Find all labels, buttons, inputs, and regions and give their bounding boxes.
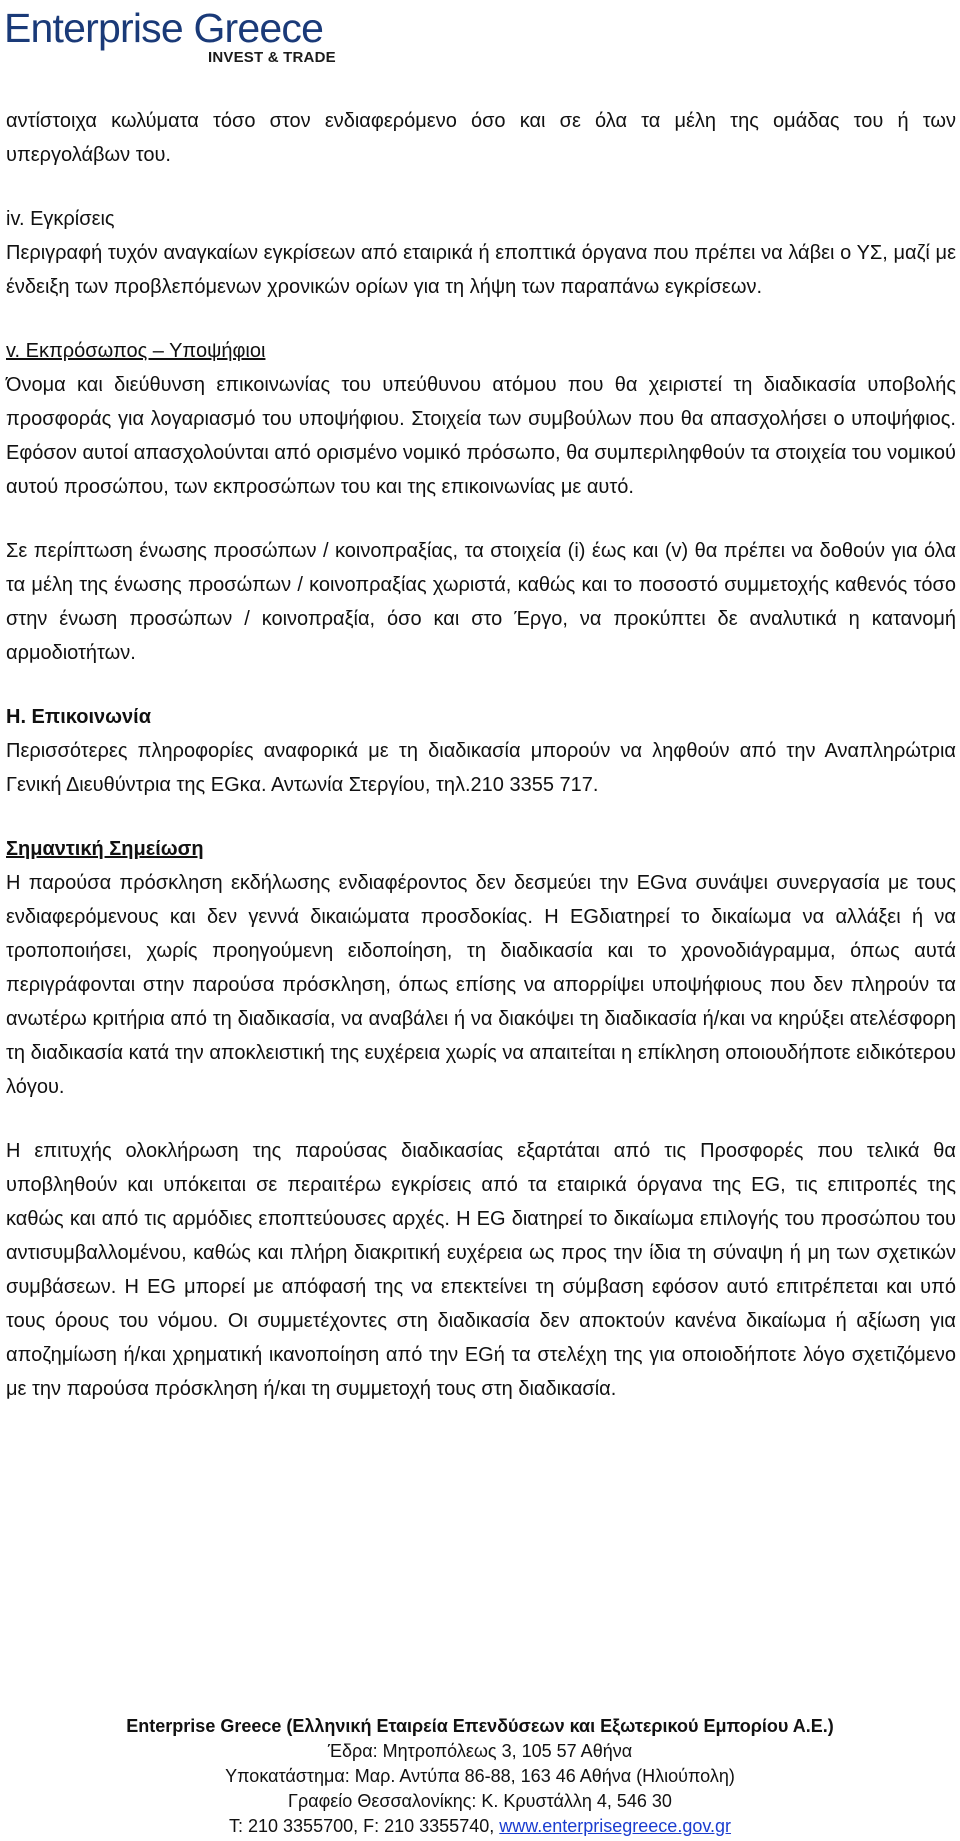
paragraph-continuation: αντίστοιχα κωλύματα τόσο στον ενδιαφερόμενο όσο και σε όλα τα μέλη της ομάδας του ή των υπεργολάβων του.: [6, 110, 956, 166]
logo-wordmark: Enterprise Greece: [4, 5, 324, 51]
footer-website-link[interactable]: www.enterprisegreece.gov.gr: [499, 1816, 732, 1836]
section-v-title: v. Εκπρόσωπος – Υποψήφιοι: [6, 340, 266, 362]
footer-thessaloniki-office: Γραφείο Θεσσαλονίκης: Κ. Κρυστάλλη 4, 546 30: [288, 1791, 672, 1811]
enterprise-greece-logo: [4, 6, 344, 64]
section-v-text: Όνομα και διεύθυνση επικοινωνίας του υπεύθυνου ατόμου που θα χειριστεί τη διαδικασία υποβολής προσφοράς για λογαριασμό του υποψήφιου. Στοιχεία των συμβούλων που θα απασχολήσει ο υποψήφιος. Εφόσον αυτοί απασχολούνται από ορισμένο νομικό πρόσωπο, θα συμπεριληφθούν τα στοιχεία του νομικού αυτού προσώπου, των εκπροσώπων του και της επικοινωνίας με αυτό.: [6, 374, 956, 498]
section-iv-text: Περιγραφή τυχόν αναγκαίων εγκρίσεων από εταιρικά ή εποπτικά όργανα που πρέπει να λάβει ο ΥΣ, μαζί με ένδειξη των προβλεπόμενων χρονικών ορίων για τη λήψη των παραπάνω εγκρίσεων.: [6, 242, 956, 298]
footer-hq-address: Έδρα: Μητροπόλεως 3, 105 57 Αθήνα: [327, 1741, 633, 1761]
footer-company: Enterprise Greece (Ελληνική Εταιρεία Επενδύσεων και Εξωτερικού Εμπορίου Α.Ε.): [126, 1716, 834, 1736]
paragraph-consortium: Σε περίπτωση ένωσης προσώπων / κοινοπραξίας, τα στοιχεία (i) έως και (v) θα πρέπει να δοθούν για όλα τα μέλη της ένωσης προσώπων / κοινοπραξίας χωριστά, καθώς και το ποσοστό συμμετοχής καθενός τόσο στην ένωση προσώπων / κοινοπραξία, όσο και στο Έργο, να προκύπτει δε αναλυτικά η κατανομή αρμοδιοτήτων.: [6, 540, 956, 664]
important-note-title: Σημαντική Σημείωση: [6, 838, 204, 860]
important-note-text: Η παρούσα πρόσκληση εκδήλωσης ενδιαφέροντος δεν δεσμεύει την EGνα συνάψει συνεργασία με τους ενδιαφερόμενους και δεν γεννά δικαιώματα προσδοκίας. Η EGδιατηρεί το δικαίωμα να αλλάξει ή να τροποποιήσει, χωρίς προηγούμενη ειδοποίηση, τη διαδικασία και το χρονοδιάγραμμα, όπως αυτά περιγράφονται στην παρούσα πρόσκληση, όπως επίσης να απορρίψει υποψήφιους που δεν πληρούν τα ανωτέρω κριτήρια από τη διαδικασία, να αναβάλει ή να διακόψει τη διαδικασία ή/και να κηρύξει ατελέσφορη τη διαδικασία κατά την αποκλειστική της ευχέρεια χωρίς να απαιτείται η επίκληση οποιουδήποτε ειδικότερου λόγου.: [6, 872, 956, 1098]
paragraph-final: Η επιτυχής ολοκλήρωση της παρούσας διαδικασίας εξαρτάται από τις Προσφορές που τελικά θα υποβληθούν και υπόκειται σε περαιτέρω εγκρίσεις από τα εταιρικά όργανα της EG, τις επιτροπές της καθώς και από τις αρμόδιες εποπτεύουσες αρχές. Η EG διατηρεί το δικαίωμα επιλογής του προσώπου του αντισυμβαλλομένου, καθώς και πλήρη διακριτική ευχέρεια ως προς την ίδια τη σύναψη ή μη των σχετικών συμβάσεων. Η EG μπορεί με απόφασή της να επεκτείνει τη σύμβαση εφόσον αυτό επιτρέπεται και υπό τους όρους του νόμου. Οι συμμετέχοντες στη διαδικασία δεν αποκτούν κανένα δικαίωμα ή αξίωση για αποζημίωση ή/και χρηματική ικανοποίηση από την EGή τα στελέχη της για οποιοδήποτε λόγο σχετιζόμενο με την παρούσα πρόσκληση ή/και τη συμμετοχή τους στη διαδικασία.: [6, 1140, 956, 1400]
footer-branch-address: Υποκατάστημα: Μαρ. Αντύπα 86-88, 163 46 Αθήνα (Ηλιούπολη): [225, 1766, 735, 1786]
document-body: [6, 104, 956, 1406]
footer-contact-line: [0, 1814, 960, 1839]
logo-tagline: INVEST & TRADE: [208, 49, 336, 66]
page-footer: [0, 1714, 960, 1839]
footer-phones: Τ: 210 3355700, F: 210 3355740,: [228, 1816, 500, 1836]
section-h-text: Περισσότερες πληροφορίες αναφορικά με τη διαδικασία μπορούν να ληφθούν από την Αναπληρώτρια Γενική Διευθύντρια της EGκα. Αντωνία Στεργίου, τηλ.210 3355 717.: [6, 740, 956, 796]
section-h-title: Η. Επικοινωνία: [6, 706, 152, 728]
section-iv-title: iv. Εγκρίσεις: [6, 208, 115, 230]
